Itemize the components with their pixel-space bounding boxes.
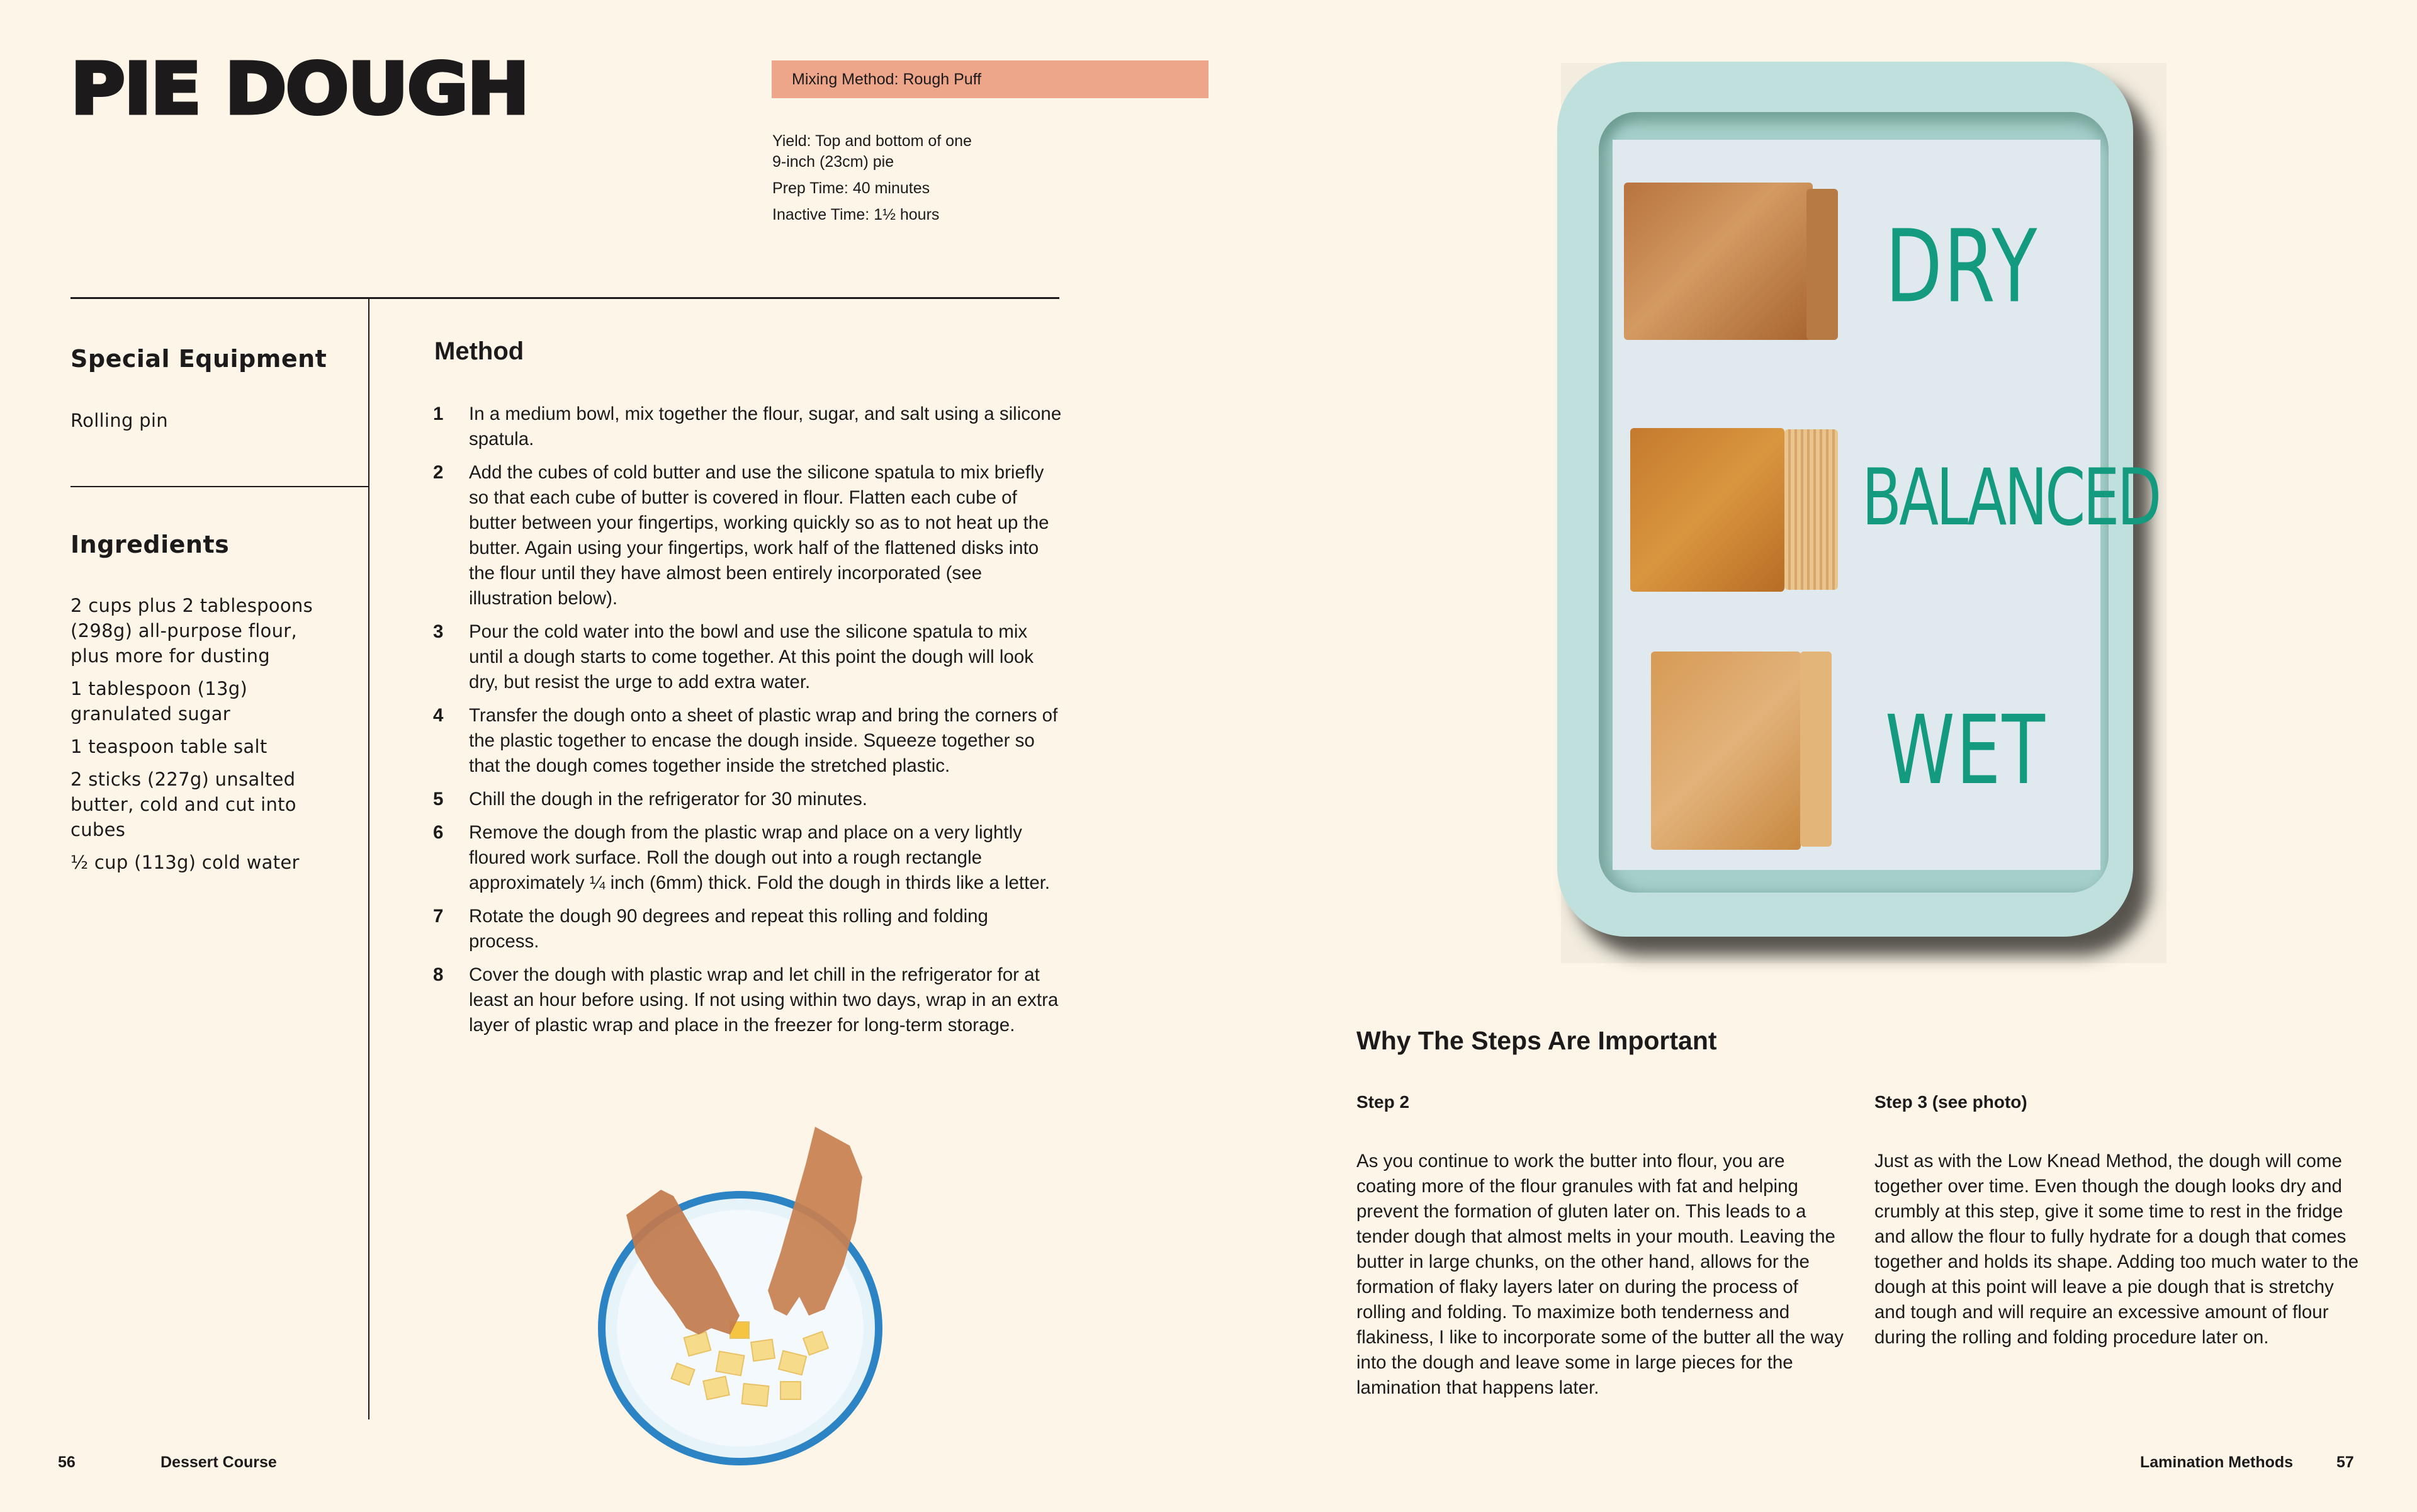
section-name-right: Lamination Methods (2140, 1453, 2294, 1471)
hands-mixing-illustration (592, 1127, 887, 1467)
ingredient-item: 2 cups plus 2 tablespoons (298g) all-purpose flour, plus more for dusting (70, 595, 313, 667)
yield-line-1: Yield: Top and bottom of one (772, 132, 972, 150)
bowl-with-hands-icon (592, 1127, 887, 1467)
inactive-time: Inactive Time: 1½ hours (772, 206, 940, 223)
photo-label-balanced: BALANCED (1862, 452, 2160, 543)
method-step (433, 619, 1062, 695)
page-number-right: 57 (2336, 1453, 2354, 1471)
step2-heading: Step 2 (1356, 1092, 1410, 1112)
method-step (433, 904, 1062, 954)
wet-pastry (1651, 652, 1801, 850)
page-number-left: 56 (58, 1453, 76, 1471)
step-text: In a medium bowl, mix together the flour, sugar, and salt using a silicone spatula. (469, 403, 1062, 449)
yield-line-2: 9-inch (23cm) pie (772, 153, 894, 171)
recipe-title: PIE DOUGH (70, 48, 529, 130)
balanced-pastry (1630, 428, 1784, 592)
step-number: 6 (433, 822, 444, 843)
equipment-heading: Special Equipment (70, 345, 327, 373)
balanced-pastry-slice (1784, 429, 1838, 590)
method-steps (433, 402, 1062, 1046)
why-heading: Why The Steps Are Important (1356, 1026, 1717, 1055)
prep-time: Prep Time: 40 minutes (772, 179, 930, 197)
step-text: Transfer the dough onto a sheet of plastic wrap and bring the corners of the plastic together to encase the dough inside. Squeeze together so that the dough comes together inside the stretched plastic. (469, 705, 1058, 776)
step-number: 2 (433, 462, 444, 483)
step3-body: Just as with the Low Knead Method, the dough will come together over time. Even though the dough looks dry and crumbly at this step, give it some time to rest in the fridge and allow the flour to fully hydrate for a dough that comes together and holds its shape. Adding too much water to the dough at this point will leave a pie dough that is stretchy and tough and will require an excessive amount of flour during the rolling and folding procedure later on. (1874, 1151, 2359, 1348)
step-text: Cover the dough with plastic wrap and let chill in the refrigerator for at least an hour before using. If not using within two days, wrap in an extra layer of plastic wrap and place in the freezer for long-term storage. (469, 964, 1059, 1035)
step2-body: As you continue to work the butter into flour, you are coating more of the flour granules with fat and helping prevent the formation of gluten later on. This leads to a tender dough that almost melts in your mouth. Leaving the butter in large chunks, on the other hand, allows for the formation of flaky layers later on during the process of rolling and folding. To maximize both tenderness and flakiness, I like to incorporate some of the butter all the way into the dough and leave some in large pieces for the lamination that happens later. (1356, 1151, 1844, 1398)
method-step (433, 962, 1062, 1038)
method-step (433, 787, 1062, 812)
step-text: Remove the dough from the plastic wrap and place on a very lightly floured work surface. Roll the dough out into a rough rectangle approximately ¼ inch (6mm) thick. Fold the dough in thirds like a letter. (469, 822, 1051, 893)
step3-heading: Step 3 (see photo) (1874, 1092, 2027, 1112)
step-number: 1 (433, 403, 444, 424)
method-step (433, 820, 1062, 896)
step-number: 3 (433, 621, 444, 642)
top-divider (70, 297, 1059, 299)
method-step (433, 402, 1062, 452)
section-name-left: Dessert Course (161, 1453, 277, 1471)
step-number: 7 (433, 906, 444, 927)
equipment-divider (70, 486, 369, 487)
photo-label-dry: DRY (1885, 208, 2039, 325)
step-number: 4 (433, 705, 444, 726)
step-number: 5 (433, 789, 444, 810)
method-heading: Method (434, 337, 524, 365)
method-step (433, 703, 1062, 779)
column-divider (368, 298, 369, 1419)
method-step (433, 460, 1062, 611)
photo-label-wet: WET (1885, 696, 2046, 806)
step-text: Pour the cold water into the bowl and use the silicone spatula to mix until a dough starts to come together. At this point the dough will look dry, but resist the urge to add extra water. (469, 621, 1034, 692)
step-text: Rotate the dough 90 degrees and repeat this rolling and folding process. (469, 906, 988, 952)
mixing-method-label: Mixing Method: Rough Puff (792, 70, 982, 88)
yield (772, 131, 1062, 172)
ingredient-item: 1 tablespoon (13g) granulated sugar (70, 678, 248, 725)
ingredient-item: 2 sticks (227g) unsalted butter, cold and cut into cubes (70, 769, 296, 840)
equipment-list (70, 408, 168, 433)
ingredient-item: 1 teaspoon table salt (70, 736, 268, 757)
step-text: Chill the dough in the refrigerator for 30 minutes. (469, 789, 867, 810)
wet-pastry-slice (1800, 652, 1832, 847)
step-number: 8 (433, 964, 444, 985)
ingredients-heading: Ingredients (70, 531, 230, 558)
ingredients-list (70, 593, 335, 883)
dry-pastry-slice (1806, 189, 1838, 340)
recipe-meta (772, 131, 1062, 231)
step-text: Add the cubes of cold butter and use the silicone spatula to mix briefly so that each cube of butter is covered in flour. Flatten each cube of butter between your fingertips, working quickly so as to not heat up the butter. Again using your fingertips, work half of the flattened disks into the flour until they have almost been entirely incorporated (see illustration below). (469, 462, 1049, 609)
equipment-item: Rolling pin (70, 410, 168, 431)
dry-pastry (1624, 183, 1813, 340)
mixing-method-badge (772, 60, 1208, 98)
ingredient-item: ½ cup (113g) cold water (70, 852, 300, 873)
